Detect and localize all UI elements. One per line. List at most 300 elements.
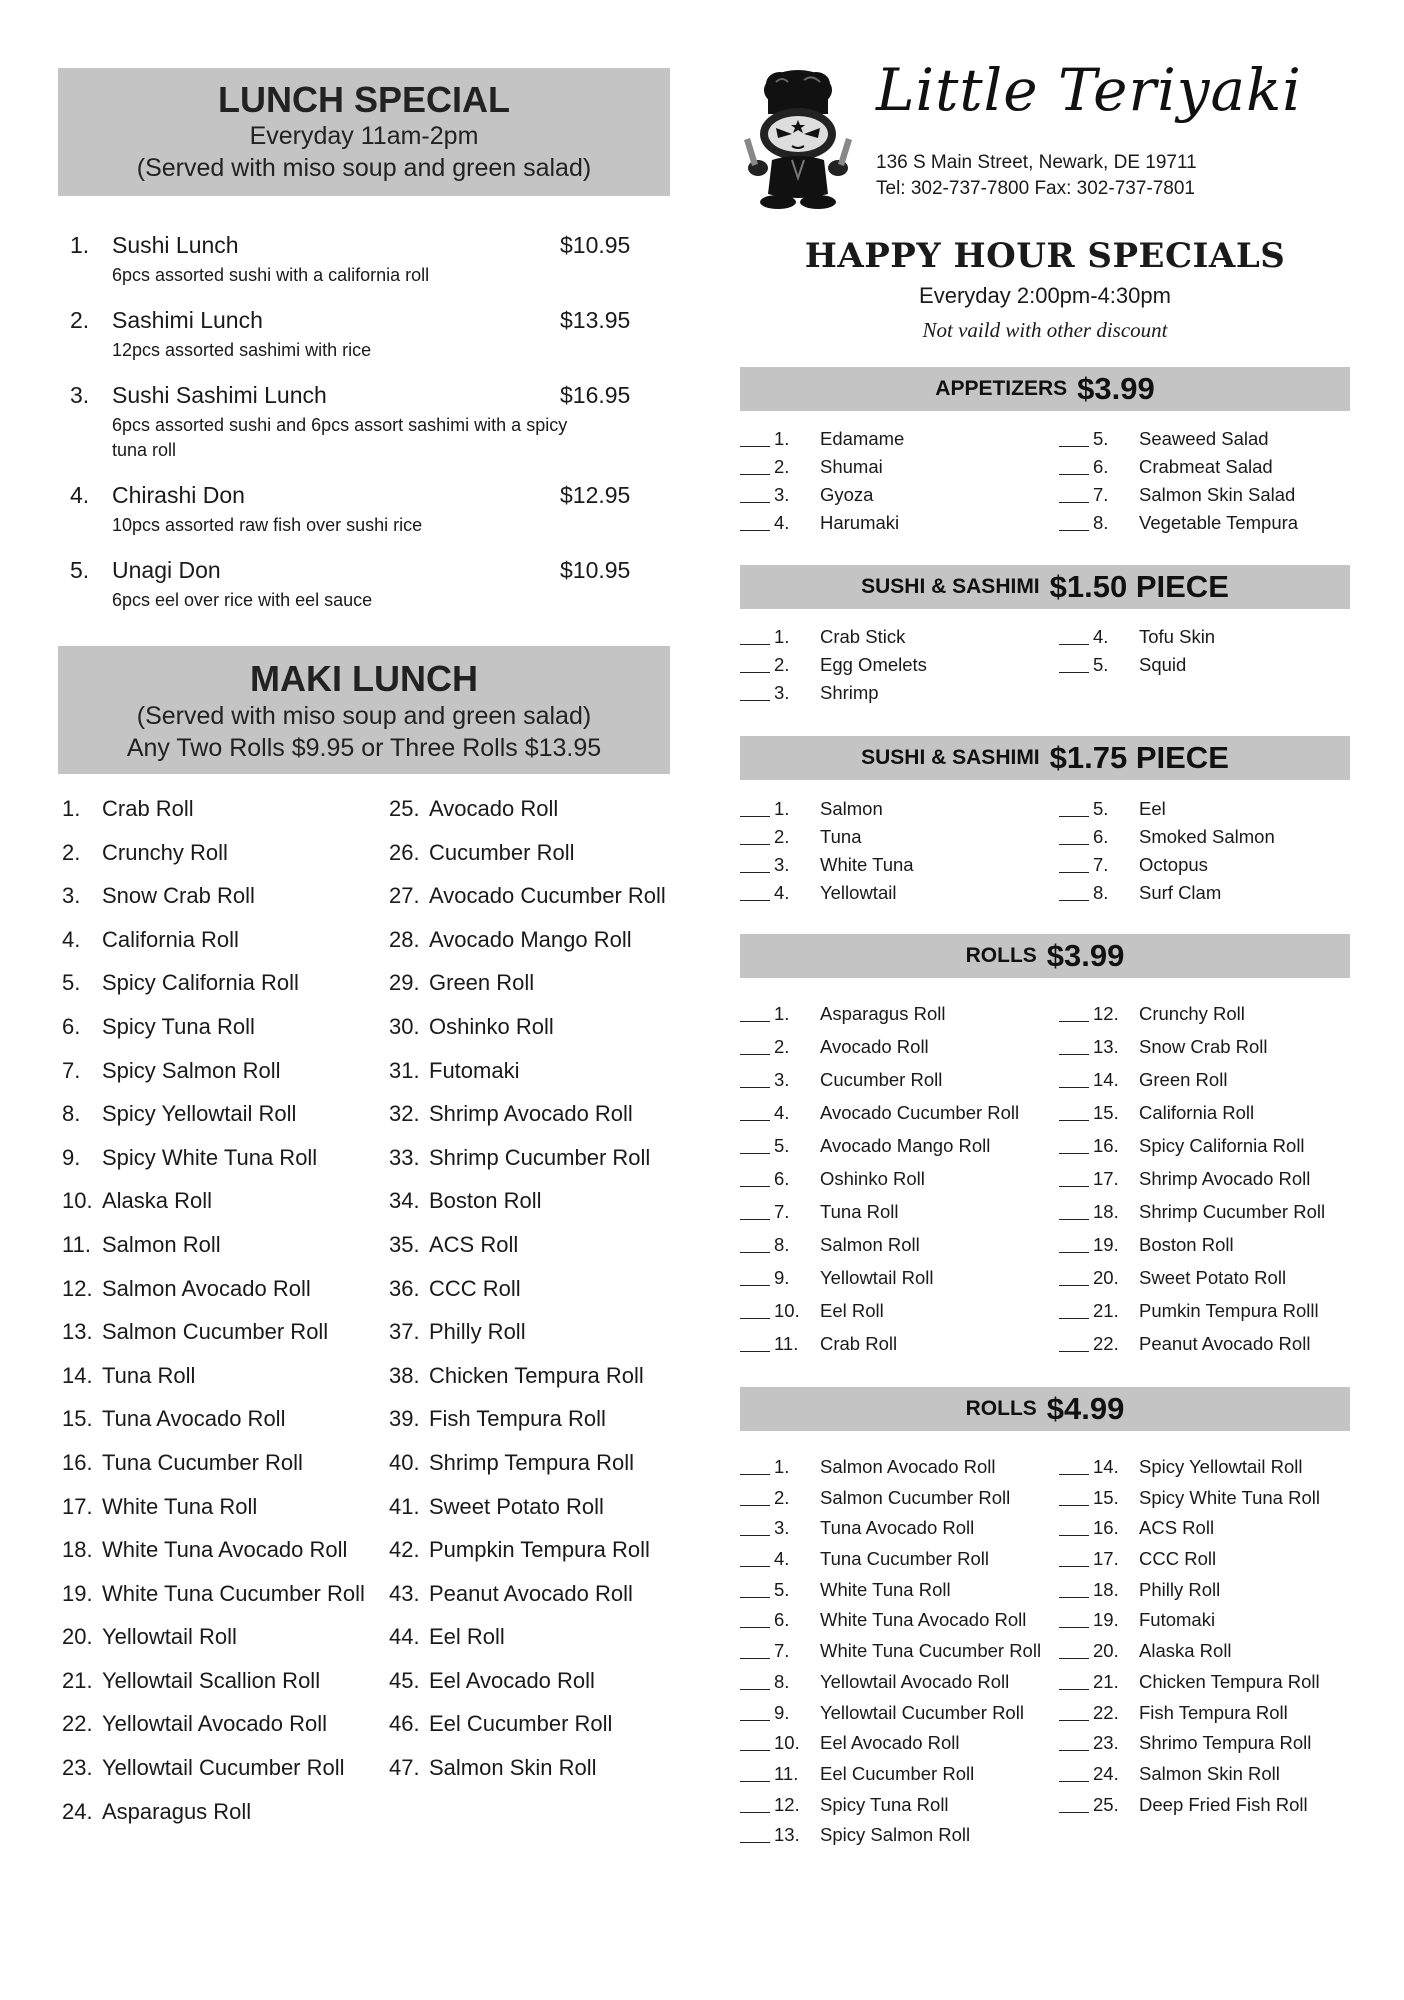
maki-item-number: 45. [389, 1667, 420, 1693]
happy-hour-item-number: 8. [774, 1234, 790, 1255]
maki-item [389, 1099, 709, 1143]
happy-hour-item-number: 6. [774, 1168, 790, 1189]
maki-item-name: Snow Crab Roll [102, 883, 255, 909]
happy-hour-item-name: Pumkin Tempura Rolll [1139, 1300, 1319, 1321]
happy-hour-item-number: 21. [1093, 1300, 1119, 1321]
maki-item-number: 30. [389, 1013, 420, 1039]
maki-item [389, 1317, 709, 1361]
rolls-499-list-left [740, 1456, 1041, 1855]
happy-hour-item [1059, 1609, 1320, 1640]
lunch-item-name: Sushi Lunch [112, 232, 239, 258]
section-header-sushi-175 [740, 736, 1350, 780]
checkbox-blank-line[interactable] [1059, 1674, 1089, 1690]
section-header-sushi-150 [740, 565, 1350, 609]
happy-hour-item-number: 22. [1093, 1701, 1119, 1723]
maki-item [389, 1012, 709, 1056]
happy-hour-item-number: 5. [1093, 798, 1109, 819]
happy-hour-item-name: Sweet Potato Roll [1139, 1267, 1287, 1288]
lunch-item-number: 2. [70, 307, 90, 333]
checkbox-blank-line[interactable] [740, 1171, 770, 1187]
maki-item-name: Spicy Salmon Roll [102, 1057, 281, 1083]
happy-hour-item-name: Shrimp [820, 682, 879, 703]
happy-hour-item-name: Tuna Roll [820, 1201, 899, 1222]
lunch-item-number: 3. [70, 382, 90, 408]
happy-hour-item-number: 1. [774, 1003, 790, 1024]
happy-hour-item-number: 15. [1093, 1486, 1119, 1508]
checkbox-blank-line[interactable] [740, 1336, 770, 1352]
happy-hour-item-number: 14. [1093, 1069, 1119, 1090]
maki-item-number: 39. [389, 1406, 420, 1432]
maki-item [62, 1579, 382, 1623]
maki-lunch-title: MAKI LUNCH [250, 658, 478, 699]
happy-hour-item [740, 826, 914, 854]
checkbox-blank-line[interactable] [740, 1072, 770, 1088]
maki-item [389, 1404, 709, 1448]
happy-hour-item-number: 17. [1093, 1168, 1119, 1189]
checkbox-blank-line[interactable] [740, 1705, 770, 1721]
lunch-item-price: $13.95 [560, 307, 631, 333]
happy-hour-item [740, 1267, 1019, 1300]
happy-hour-item-name: Spicy Salmon Roll [820, 1824, 971, 1846]
checkbox-blank-line[interactable] [1059, 459, 1089, 475]
lunch-item-name: Sashimi Lunch [112, 307, 263, 333]
maki-item-number: 5. [62, 970, 81, 996]
checkbox-blank-line[interactable] [740, 1270, 770, 1286]
happy-hour-item [740, 1135, 1019, 1168]
happy-hour-item [1059, 1487, 1320, 1518]
checkbox-blank-line[interactable] [1059, 1705, 1089, 1721]
checkbox-blank-line[interactable] [1059, 515, 1089, 531]
happy-hour-item [740, 1201, 1019, 1234]
happy-hour-item-number: 1. [774, 428, 790, 449]
happy-hour-item-name: White Tuna Cucumber Roll [820, 1640, 1042, 1662]
maki-item-number: 3. [62, 883, 81, 909]
maki-item [62, 1797, 382, 1841]
happy-hour-item-name: Squid [1139, 654, 1187, 675]
section-header-rolls-499 [740, 1387, 1350, 1431]
maki-item [389, 1448, 709, 1492]
appetizers-list-left [740, 428, 904, 540]
maki-item-name: Crab Roll [102, 796, 194, 821]
maki-item [389, 1056, 709, 1100]
maki-item-name: Futomaki [429, 1057, 520, 1083]
checkbox-blank-line[interactable] [740, 1105, 770, 1121]
maki-item [389, 1492, 709, 1536]
section-label: SUSHI & SASHIMI [861, 575, 1040, 598]
checkbox-blank-line[interactable] [740, 515, 770, 531]
maki-item-number: 47. [389, 1755, 420, 1781]
happy-hour-item-number: 17. [1093, 1548, 1119, 1570]
lunch-item-price: $10.95 [560, 557, 631, 583]
happy-hour-item-name: Vegetable Tempura [1139, 512, 1299, 533]
maki-item-name: Salmon Skin Roll [429, 1755, 597, 1781]
lunch-special-served-with: (Served with miso soup and green salad) [136, 154, 592, 182]
happy-hour-item-number: 2. [774, 456, 790, 477]
checkbox-blank-line[interactable] [740, 1459, 770, 1475]
happy-hour-item-name: White Tuna Avocado Roll [820, 1609, 1027, 1631]
happy-hour-item-number: 4. [774, 1102, 790, 1123]
maki-item [62, 925, 382, 969]
checkbox-blank-line[interactable] [740, 657, 770, 673]
checkbox-blank-line[interactable] [1059, 1551, 1089, 1567]
happy-hour-item-number: 19. [1093, 1609, 1119, 1631]
rolls-499-list-right [1059, 1456, 1320, 1824]
checkbox-blank-line[interactable] [740, 629, 770, 645]
happy-hour-item-name: Avocado Roll [820, 1036, 929, 1057]
checkbox-blank-line[interactable] [740, 1006, 770, 1022]
checkbox-blank-line[interactable] [1059, 1138, 1089, 1154]
happy-hour-item [740, 512, 904, 540]
maki-item-number: 31. [389, 1057, 420, 1083]
checkbox-blank-line[interactable] [1059, 1204, 1089, 1220]
happy-hour-item-number: 20. [1093, 1640, 1119, 1662]
maki-item-name: Avocado Mango Roll [429, 926, 632, 952]
happy-hour-item-name: Eel Avocado Roll [820, 1732, 960, 1754]
lunch-item-description: 6pcs assorted sushi with a california roll [112, 265, 430, 285]
happy-hour-item [1059, 1003, 1325, 1036]
happy-hour-item-number: 8. [774, 1670, 790, 1692]
happy-hour-item-number: 4. [1093, 626, 1109, 647]
happy-hour-item-name: CCC Roll [1139, 1548, 1217, 1570]
maki-item [389, 1274, 709, 1318]
happy-hour-item [1059, 1732, 1320, 1763]
happy-hour-item [1059, 1300, 1325, 1333]
happy-hour-item-number: 3. [774, 1517, 790, 1539]
happy-hour-item [1059, 1794, 1320, 1825]
checkbox-blank-line[interactable] [1059, 1735, 1089, 1751]
maki-list-right [389, 794, 709, 1797]
maki-item [62, 1622, 382, 1666]
maki-item-name: Spicy White Tuna Roll [102, 1144, 318, 1170]
happy-hour-item-number: 18. [1093, 1201, 1119, 1222]
checkbox-blank-line[interactable] [1059, 1303, 1089, 1319]
happy-hour-item [740, 1102, 1019, 1135]
happy-hour-item-name: Salmon Avocado Roll [820, 1456, 996, 1477]
maki-item [62, 1753, 382, 1797]
happy-hour-item [740, 682, 927, 710]
happy-hour-item-name: Crab Roll [820, 1333, 898, 1354]
maki-item-name: Alaska Roll [102, 1188, 213, 1214]
checkbox-blank-line[interactable] [740, 1303, 770, 1319]
checkbox-blank-line[interactable] [1059, 487, 1089, 503]
maki-item-number: 37. [389, 1319, 420, 1345]
checkbox-blank-line[interactable] [1059, 1490, 1089, 1506]
lunch-item-number: 1. [70, 232, 90, 258]
maki-item-number: 17. [62, 1493, 93, 1519]
maki-item-number: 15. [62, 1406, 93, 1432]
happy-hour-item-number: 2. [774, 1486, 790, 1508]
happy-hour-item [1059, 428, 1298, 456]
happy-hour-item-number: 24. [1093, 1762, 1119, 1784]
happy-hour-item-number: 2. [774, 826, 790, 847]
happy-hour-item [1059, 1135, 1325, 1168]
happy-hour-item-name: Octopus [1139, 854, 1208, 875]
section-price: $1.75 PIECE [1049, 740, 1229, 775]
maki-item-number: 27. [389, 883, 420, 909]
happy-hour-item [740, 798, 914, 826]
checkbox-blank-line[interactable] [740, 1643, 770, 1659]
maki-item [62, 968, 382, 1012]
happy-hour-item [1059, 1201, 1325, 1234]
checkbox-blank-line[interactable] [740, 1582, 770, 1598]
checkbox-blank-line[interactable] [740, 459, 770, 475]
checkbox-blank-line[interactable] [740, 487, 770, 503]
happy-hour-item-name: Edamame [820, 428, 905, 449]
happy-hour-item [740, 456, 904, 484]
happy-hour-item-name: Oshinko Roll [820, 1168, 925, 1189]
checkbox-blank-line[interactable] [1059, 657, 1089, 673]
happy-hour-item-number: 2. [774, 654, 790, 675]
happy-hour-item-number: 19. [1093, 1234, 1119, 1255]
happy-hour-item-number: 12. [774, 1793, 800, 1815]
maki-item [389, 1579, 709, 1623]
happy-hour-item-name: Seaweed Salad [1139, 428, 1269, 449]
happy-hour-item-number: 7. [1093, 854, 1109, 875]
checkbox-blank-line[interactable] [740, 857, 770, 873]
happy-hour-item-name: Boston Roll [1139, 1234, 1234, 1255]
checkbox-blank-line[interactable] [740, 1612, 770, 1628]
checkbox-blank-line[interactable] [1059, 1766, 1089, 1782]
checkbox-blank-line[interactable] [1059, 801, 1089, 817]
checkbox-blank-line[interactable] [740, 1039, 770, 1055]
happy-hour-note: Not vaild with other discount [922, 318, 1168, 342]
happy-hour-item-name: Crunchy Roll [1139, 1003, 1245, 1024]
happy-hour-item [1059, 798, 1275, 826]
rolls-399-list-left [740, 1003, 1019, 1366]
happy-hour-item [1059, 1267, 1325, 1300]
section-price: $3.99 [1046, 938, 1125, 973]
maki-item [62, 1012, 382, 1056]
maki-item-number: 33. [389, 1144, 420, 1170]
happy-hour-item-name: Philly Roll [1139, 1578, 1221, 1600]
happy-hour-item [740, 1069, 1019, 1102]
happy-hour-item-number: 10. [774, 1732, 800, 1754]
maki-item [62, 1709, 382, 1753]
checkbox-blank-line[interactable] [740, 1797, 770, 1813]
maki-item-number: 9. [62, 1144, 81, 1170]
happy-hour-item-number: 3. [774, 854, 790, 875]
happy-hour-item [1059, 1702, 1320, 1733]
checkbox-blank-line[interactable] [1059, 857, 1089, 873]
happy-hour-item-number: 9. [774, 1701, 790, 1723]
maki-item-name: Sweet Potato Roll [429, 1493, 604, 1519]
sushi-150-list-right [1059, 626, 1215, 682]
maki-item-number: 18. [62, 1537, 93, 1563]
checkbox-blank-line[interactable] [740, 1237, 770, 1253]
happy-hour-item [740, 1671, 1041, 1702]
lunch-item-price: $10.95 [560, 232, 631, 258]
happy-hour-item [1059, 1168, 1325, 1201]
section-price: $4.99 [1046, 1391, 1125, 1426]
checkbox-blank-line[interactable] [740, 1551, 770, 1567]
maki-item-number: 38. [389, 1362, 420, 1388]
happy-hour-item-number: 23. [1093, 1732, 1119, 1754]
checkbox-blank-line[interactable] [1059, 1006, 1089, 1022]
checkbox-blank-line[interactable] [740, 1766, 770, 1782]
checkbox-blank-line[interactable] [740, 1138, 770, 1154]
checkbox-blank-line[interactable] [740, 885, 770, 901]
lunch-item-price: $16.95 [560, 382, 631, 408]
happy-hour-item-number: 1. [774, 1456, 790, 1477]
maki-item-name: White Tuna Avocado Roll [102, 1537, 348, 1563]
happy-hour-item [1059, 484, 1298, 512]
happy-hour-item-number: 18. [1093, 1578, 1119, 1600]
maki-item [62, 1448, 382, 1492]
maki-item-number: 40. [389, 1449, 420, 1475]
section-header-appetizers [740, 367, 1350, 411]
checkbox-blank-line[interactable] [1059, 1797, 1089, 1813]
happy-hour-item-name: Futomaki [1139, 1609, 1216, 1631]
checkbox-blank-line[interactable] [740, 685, 770, 701]
happy-hour-item-number: 5. [774, 1578, 790, 1600]
checkbox-blank-line[interactable] [1059, 629, 1089, 645]
happy-hour-item-name: Yellowtail [820, 882, 897, 903]
maki-item-name: Tuna Cucumber Roll [102, 1449, 303, 1475]
checkbox-blank-line[interactable] [1059, 1105, 1089, 1121]
happy-hour-item [1059, 1579, 1320, 1610]
happy-hour-item [1059, 882, 1275, 910]
checkbox-blank-line[interactable] [740, 1827, 770, 1843]
happy-hour-item-name: Surf Clam [1139, 882, 1222, 903]
checkbox-blank-line[interactable] [1059, 1612, 1089, 1628]
happy-hour-item-name: Shrimo Tempura Roll [1139, 1732, 1312, 1754]
section-label: ROLLS [965, 1397, 1037, 1420]
checkbox-blank-line[interactable] [1059, 1459, 1089, 1475]
maki-item-number: 24. [62, 1798, 93, 1824]
lunch-item-name: Chirashi Don [112, 482, 245, 508]
maki-item-number: 10. [62, 1188, 93, 1214]
checkbox-blank-line[interactable] [1059, 1643, 1089, 1659]
happy-hour-item-number: 7. [774, 1201, 790, 1222]
maki-item-name: Yellowtail Scallion Roll [102, 1667, 321, 1693]
checkbox-blank-line[interactable] [1059, 1072, 1089, 1088]
happy-hour-item [740, 654, 927, 682]
happy-hour-item-name: Salmon Roll [820, 1234, 920, 1255]
maki-item [62, 1143, 382, 1187]
maki-item-number: 22. [62, 1711, 93, 1737]
happy-hour-item-name: Shumai [820, 456, 883, 477]
happy-hour-item-number: 8. [1093, 512, 1109, 533]
checkbox-blank-line[interactable] [740, 1490, 770, 1506]
lunch-item-description: 10pcs assorted raw fish over sushi rice [112, 515, 423, 535]
maki-item-name: Salmon Cucumber Roll [102, 1319, 329, 1345]
happy-hour-item-name: Salmon Skin Salad [1139, 484, 1296, 505]
checkbox-blank-line[interactable] [1059, 1039, 1089, 1055]
maki-item-number: 43. [389, 1580, 420, 1606]
maki-item-number: 41. [389, 1493, 420, 1519]
happy-hour-item-number: 12. [1093, 1003, 1119, 1024]
chef-mascot-icon [742, 68, 854, 210]
maki-item-number: 4. [62, 926, 81, 952]
lunch-item-description: 6pcs assorted sushi and 6pcs assort sashimi with a spicy tuna roll [112, 415, 568, 460]
maki-item-number: 11. [62, 1231, 91, 1257]
maki-item [62, 1274, 382, 1318]
maki-item [389, 1361, 709, 1405]
checkbox-blank-line[interactable] [1059, 1171, 1089, 1187]
happy-hour-item-number: 4. [774, 882, 790, 903]
checkbox-blank-line[interactable] [1059, 1582, 1089, 1598]
happy-hour-item-name: White Tuna [820, 854, 914, 875]
lunch-item-number: 5. [70, 557, 90, 583]
maki-item-number: 42. [389, 1537, 420, 1563]
restaurant-phone: Tel: 302-737-7800 Fax: 302-737-7801 [876, 178, 1196, 199]
happy-hour-item [740, 1456, 1041, 1487]
checkbox-blank-line[interactable] [1059, 1270, 1089, 1286]
checkbox-blank-line[interactable] [740, 1735, 770, 1751]
lunch-item-name: Sushi Sashimi Lunch [112, 382, 327, 408]
happy-hour-item-name: California Roll [1139, 1102, 1255, 1123]
maki-item [389, 925, 709, 969]
happy-hour-item-number: 22. [1093, 1333, 1119, 1354]
checkbox-blank-line[interactable] [740, 801, 770, 817]
happy-hour-item [1059, 512, 1298, 540]
happy-hour-item-name: Avocado Mango Roll [820, 1135, 991, 1156]
happy-hour-item [740, 1168, 1019, 1201]
restaurant-name: Little Teriyaki [876, 56, 1302, 124]
happy-hour-item-name: Smoked Salmon [1139, 826, 1275, 847]
rolls-399-list-right [1059, 1003, 1325, 1366]
maki-item [62, 1230, 382, 1274]
maki-item [389, 1622, 709, 1666]
happy-hour-item-name: Eel [1139, 798, 1166, 819]
checkbox-blank-line[interactable] [740, 829, 770, 845]
happy-hour-item-name: Salmon [820, 798, 883, 819]
checkbox-blank-line[interactable] [1059, 1237, 1089, 1253]
happy-hour-item [740, 1609, 1041, 1640]
happy-hour-item-number: 9. [774, 1267, 790, 1288]
happy-hour-item [1059, 1456, 1320, 1487]
happy-hour-item-name: Gyoza [820, 484, 874, 505]
maki-item [62, 1099, 382, 1143]
happy-hour-time: Everyday 2:00pm-4:30pm [919, 283, 1171, 308]
happy-hour-item-name: ACS Roll [1139, 1517, 1215, 1539]
happy-hour-item [1059, 626, 1215, 654]
happy-hour-item [1059, 1333, 1325, 1366]
happy-hour-item-name: Avocado Cucumber Roll [820, 1102, 1020, 1123]
maki-item-name: Cucumber Roll [429, 839, 575, 865]
maki-item-number: 25. [389, 796, 420, 821]
happy-hour-item-name: Tofu Skin [1139, 626, 1216, 647]
maki-item [389, 1230, 709, 1274]
happy-hour-item-name: Tuna Avocado Roll [820, 1517, 975, 1539]
happy-hour-item-number: 25. [1093, 1793, 1119, 1815]
happy-hour-item-number: 8. [1093, 882, 1109, 903]
happy-hour-item-name: Eel Cucumber Roll [820, 1762, 975, 1784]
happy-hour-item [740, 1036, 1019, 1069]
checkbox-blank-line[interactable] [1059, 885, 1089, 901]
happy-hour-item [1059, 1548, 1320, 1579]
happy-hour-item [1059, 1102, 1325, 1135]
happy-hour-item-name: Spicy Tuna Roll [820, 1793, 949, 1815]
maki-item-number: 2. [62, 839, 81, 865]
maki-item [62, 794, 382, 838]
checkbox-blank-line[interactable] [740, 1204, 770, 1220]
happy-hour-item-number: 16. [1093, 1135, 1119, 1156]
checkbox-blank-line[interactable] [740, 431, 770, 447]
checkbox-blank-line[interactable] [740, 1520, 770, 1536]
checkbox-blank-line[interactable] [1059, 431, 1089, 447]
happy-hour-item-number: 6. [1093, 456, 1109, 477]
happy-hour-item-number: 10. [774, 1300, 800, 1321]
checkbox-blank-line[interactable] [740, 1674, 770, 1690]
happy-hour-item [740, 484, 904, 512]
maki-item-name: Salmon Roll [102, 1231, 221, 1257]
happy-hour-item-name: White Tuna Roll [820, 1578, 951, 1600]
checkbox-blank-line[interactable] [1059, 829, 1089, 845]
happy-hour-item [740, 1548, 1041, 1579]
checkbox-blank-line[interactable] [1059, 1520, 1089, 1536]
checkbox-blank-line[interactable] [1059, 1336, 1089, 1352]
